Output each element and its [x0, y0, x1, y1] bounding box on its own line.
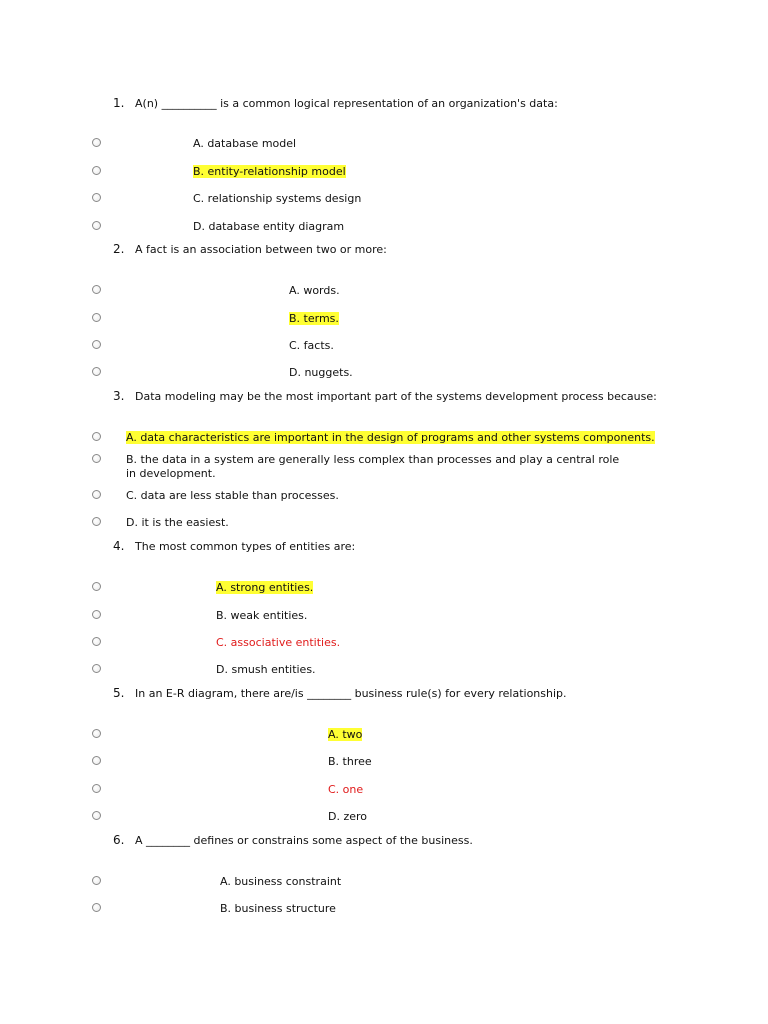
radio-button-q1-c[interactable] — [92, 193, 101, 202]
radio-button-q4-c[interactable] — [92, 637, 101, 646]
radio-button-q5-c[interactable] — [92, 784, 101, 793]
answer-option-q2-c[interactable] — [289, 339, 334, 353]
answer-option-q5-c[interactable] — [328, 783, 363, 797]
answer-option-label: A. data characteristics are important in the design of programs and other systems components. — [126, 431, 655, 444]
radio-button-q2-d[interactable] — [92, 367, 101, 376]
radio-button-q6-b[interactable] — [92, 903, 101, 912]
question-number: 3. — [113, 389, 125, 403]
answer-option-q5-b[interactable] — [328, 755, 372, 769]
question-number: 1. — [113, 96, 125, 110]
answer-option-label: C. associative entities. — [216, 636, 341, 649]
radio-button-q3-c[interactable] — [92, 490, 101, 499]
radio-button-q2-a[interactable] — [92, 285, 101, 294]
answer-option-label: B. weak entities. — [216, 609, 308, 622]
radio-button-q3-a[interactable] — [92, 432, 101, 441]
answer-option-label: A. words. — [289, 284, 340, 297]
answer-option-label: C. facts. — [289, 339, 334, 352]
answer-option-label: D. nuggets. — [289, 366, 353, 379]
answer-option-q5-d[interactable] — [328, 810, 367, 824]
radio-button-q4-a[interactable] — [92, 582, 101, 591]
radio-button-q1-d[interactable] — [92, 221, 101, 230]
radio-button-q3-b[interactable] — [92, 454, 101, 463]
answer-option-label: C. one — [328, 783, 364, 796]
answer-option-q3-b[interactable] — [126, 453, 626, 481]
radio-button-q1-a[interactable] — [92, 138, 101, 147]
answer-option-label: B. three — [328, 755, 372, 768]
answer-option-q6-b[interactable] — [220, 902, 336, 916]
question-text: A ________ defines or constrains some aspect of the business. — [135, 834, 473, 847]
question-text: In an E-R diagram, there are/is ________ business rule(s) for every relationship. — [135, 687, 567, 700]
radio-button-q6-a[interactable] — [92, 876, 101, 885]
answer-option-q2-b[interactable] — [289, 312, 339, 326]
answer-option-q4-b[interactable] — [216, 609, 307, 623]
answer-option-q4-d[interactable] — [216, 663, 316, 677]
answer-option-q5-a[interactable] — [328, 728, 362, 742]
answer-option-label: A. business constraint — [220, 875, 342, 888]
answer-option-q2-a[interactable] — [289, 284, 340, 298]
question-text: Data modeling may be the most important part of the systems development process because: — [135, 390, 657, 403]
answer-option-q1-b[interactable] — [193, 165, 346, 179]
answer-option-label: D. smush entities. — [216, 663, 316, 676]
radio-button-q4-d[interactable] — [92, 664, 101, 673]
answer-option-label: D. it is the easiest. — [126, 516, 229, 529]
question-number: 6. — [113, 833, 125, 847]
answer-option-q4-a[interactable] — [216, 581, 313, 595]
answer-option-q4-c[interactable] — [216, 636, 340, 650]
answer-option-q1-c[interactable] — [193, 192, 361, 206]
question-text: A fact is an association between two or more: — [135, 243, 387, 256]
radio-button-q5-d[interactable] — [92, 811, 101, 820]
answer-option-q2-d[interactable] — [289, 366, 353, 380]
answer-option-label: A. database model — [193, 137, 297, 150]
answer-option-label: C. data are less stable than processes. — [126, 489, 339, 502]
answer-option-q1-d[interactable] — [193, 220, 344, 234]
answer-option-label: B. terms. — [289, 312, 339, 325]
answer-option-label: B. the data in a system are generally less complex than processes and play a central role in development. — [126, 453, 620, 480]
answer-option-label: B. entity-relationship model — [193, 165, 346, 178]
answer-option-label: C. relationship systems design — [193, 192, 362, 205]
answer-option-q6-a[interactable] — [220, 875, 341, 889]
answer-option-q3-c[interactable] — [126, 489, 339, 503]
question-number: 2. — [113, 242, 125, 256]
radio-button-q1-b[interactable] — [92, 166, 101, 175]
radio-button-q2-b[interactable] — [92, 313, 101, 322]
radio-button-q5-b[interactable] — [92, 756, 101, 765]
radio-button-q4-b[interactable] — [92, 610, 101, 619]
radio-button-q5-a[interactable] — [92, 729, 101, 738]
radio-button-q3-d[interactable] — [92, 517, 101, 526]
answer-option-q3-a[interactable] — [126, 431, 655, 445]
question-text: The most common types of entities are: — [135, 540, 356, 553]
question-text: A(n) __________ is a common logical representation of an organization's data: — [135, 97, 558, 110]
answer-option-q1-a[interactable] — [193, 137, 296, 151]
radio-button-q2-c[interactable] — [92, 340, 101, 349]
answer-option-label: D. zero — [328, 810, 368, 823]
question-number: 4. — [113, 539, 125, 553]
answer-option-label: B. business structure — [220, 902, 336, 915]
answer-option-q3-d[interactable] — [126, 516, 229, 530]
answer-option-label: D. database entity diagram — [193, 220, 345, 233]
answer-option-label: A. two — [328, 728, 363, 741]
answer-option-label: A. strong entities. — [216, 581, 314, 594]
question-number: 5. — [113, 686, 125, 700]
